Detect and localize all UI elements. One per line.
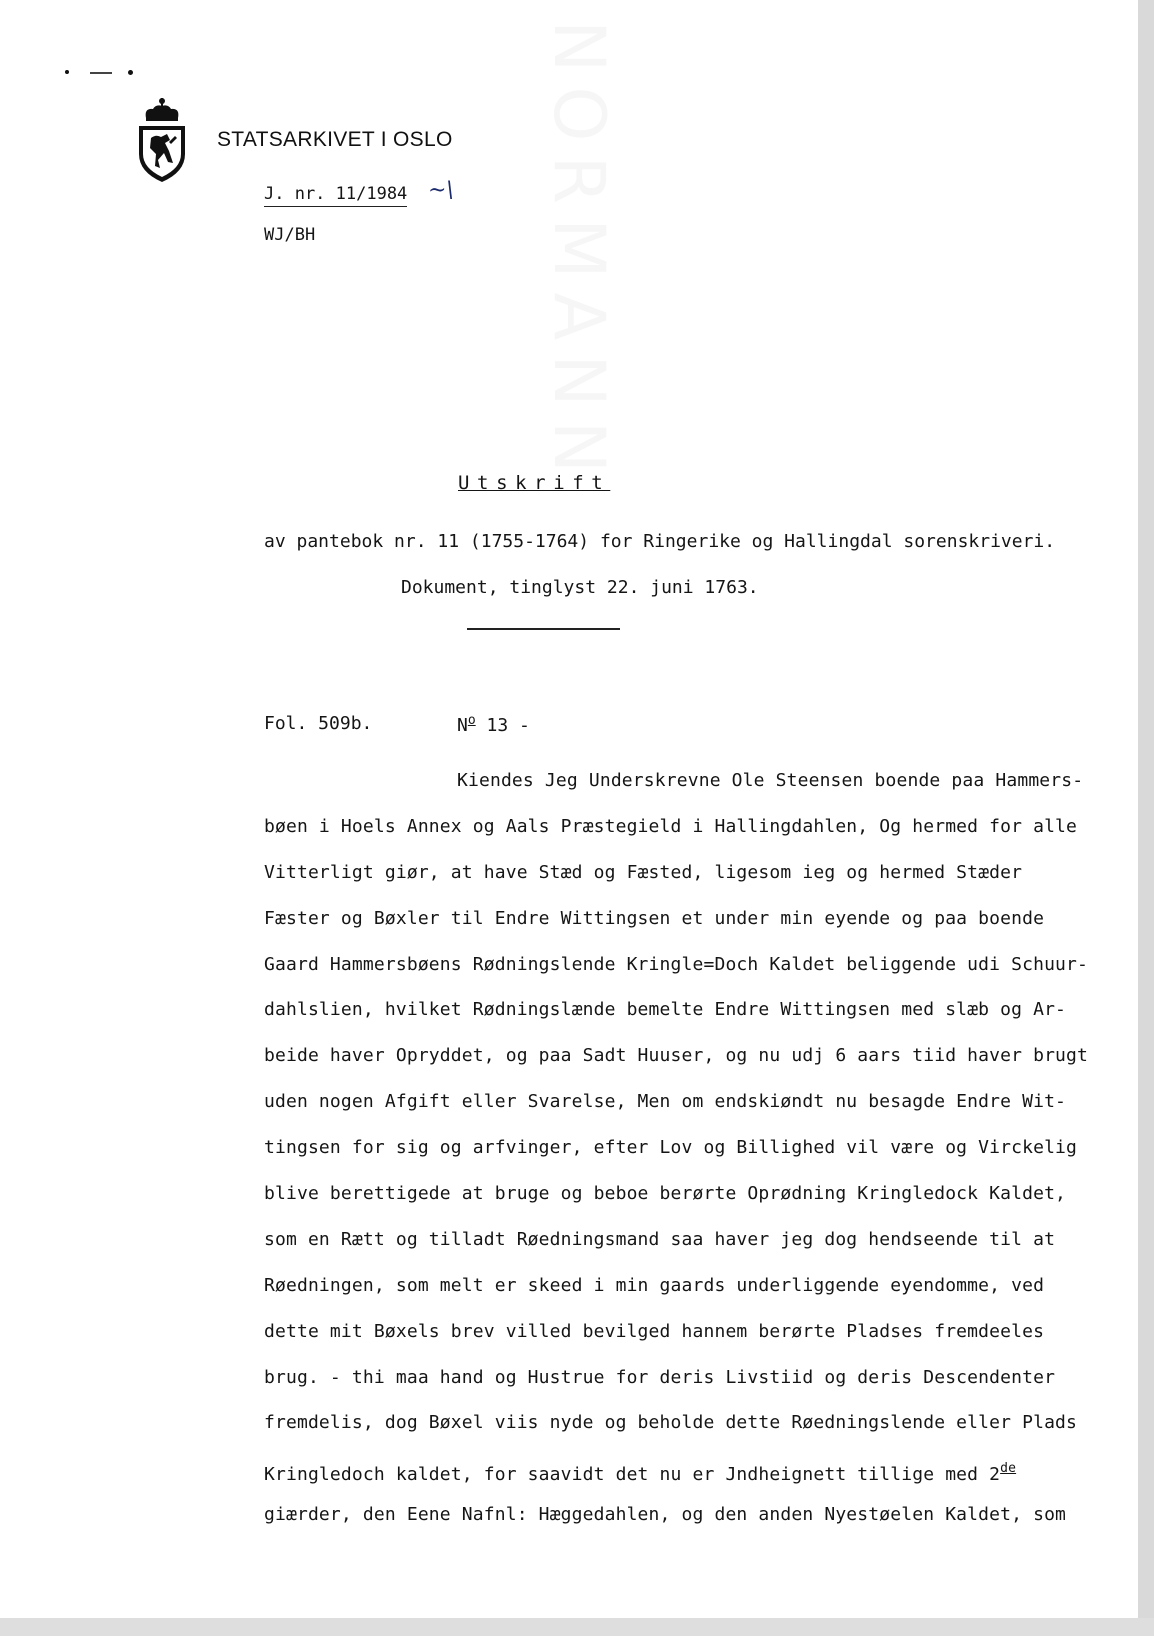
transcript-line: bøen i Hoels Annex og Aals Præstegield i Hallingdahlen, Og hermed for alle <box>264 815 1078 837</box>
transcript-line: som en Rætt og tilladt Røedningsmand saa haver jeg dog hendseende til at <box>264 1228 1056 1250</box>
transcript-line-with-superscript <box>264 1446 1134 1492</box>
transcript-line: brug. - thi maa hand og Hustrue for deris Livstiid og deris Descendenter <box>264 1366 1056 1388</box>
transcript-line: uden nogen Afgift eller Svarelse, Men om endskiøndt nu besagde Endre Wit- <box>264 1091 1067 1113</box>
entry-number-value: 13 - <box>475 715 530 736</box>
transcript-line: dahlslien, hvilket Rødningslænde bemelte Endre Wittingsen med slæb og Ar- <box>264 999 1067 1021</box>
superscript: de <box>1000 1461 1017 1477</box>
institution-name: STATSARKIVET I OSLO <box>217 128 453 151</box>
transcript-line: Kiendes Jeg Underskrevne Ole Steensen boende paa Hammers- <box>457 770 1084 791</box>
coat-of-arms-icon <box>136 96 188 184</box>
document-date-line: Dokument, tinglyst 22. juni 1763. <box>401 577 759 598</box>
transcript-body <box>264 758 1134 1538</box>
punch-mark-right <box>128 70 133 75</box>
folio-reference: Fol. 509b. <box>264 713 373 734</box>
entry-number <box>457 713 530 736</box>
entry-number-prefix: N <box>457 715 468 736</box>
transcript-line: giærder, den Eene Nafnl: Hæggedahlen, og den anden Nyestøelen Kaldet, som <box>264 1504 1067 1526</box>
transcript-line: blive berettigede at bruge og beboe berørte Oprødning Kringledock Kaldet, <box>264 1183 1067 1205</box>
scan-edge-right <box>1138 0 1154 1636</box>
document-title: Utskrift <box>458 472 611 494</box>
transcript-line: beide haver Opryddet, og paa Sadt Huuser, og nu udj 6 aars tiid haver brugt <box>264 1045 1089 1067</box>
transcript-line: fremdelis, dog Bøxel viis nyde og beholde dette Røedningslende eller Plads <box>264 1412 1078 1434</box>
transcript-line-text: Kringledoch kaldet, for saavidt det nu er Jndheignett tillige med 2 <box>264 1464 1001 1486</box>
scan-edge-bottom <box>0 1618 1154 1636</box>
initials: WJ/BH <box>264 225 316 245</box>
transcript-line: dette mit Bøxels brev villed bevilged hannem berørte Pladses fremdeeles <box>264 1320 1045 1342</box>
punch-mark-dash <box>90 72 112 74</box>
transcript-line: Vitterligt giør, at have Stæd og Fæsted, ligesom ieg og hermed Stæder <box>264 861 1023 883</box>
journal-handwritten-suffix: ~\ <box>428 178 454 203</box>
transcript-line: Gaard Hammersbøens Rødningslende Kringle=Doch Kaldet beliggende udi Schuur- <box>264 953 1089 975</box>
punch-mark-left <box>65 70 69 74</box>
entry-number-super: o <box>467 713 476 728</box>
heading-divider <box>467 628 620 630</box>
document-subtitle: av pantebok nr. 11 (1755-1764) for Ringerike og Hallingdal sorenskriveri. <box>264 531 1056 552</box>
journal-number: J. nr. 11/1984 <box>264 184 407 207</box>
transcript-line: Fæster og Bøxler til Endre Wittingsen et under min eyende og paa boende <box>264 907 1045 929</box>
transcript-line: Røedningen, som melt er skeed i min gaards underliggende eyendomme, ved <box>264 1274 1045 1296</box>
transcript-line: tingsen for sig og arfvinger, efter Lov og Billighed vil være og Virckelig <box>264 1137 1078 1159</box>
